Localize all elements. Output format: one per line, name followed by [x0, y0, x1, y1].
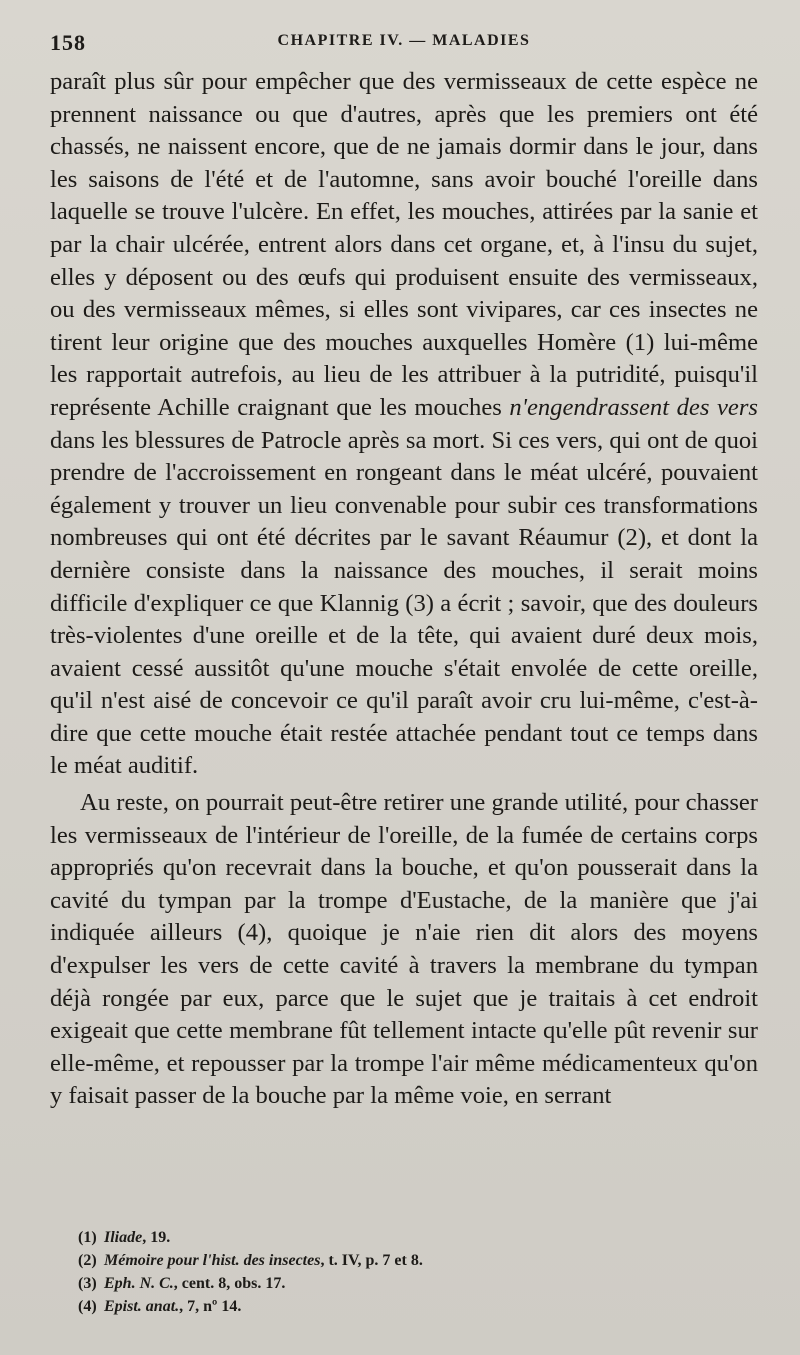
paragraph-2 — [50, 787, 758, 1113]
footnote — [78, 1249, 423, 1272]
footnote-ref: , 7, nº 14. — [179, 1298, 242, 1315]
footnote — [78, 1272, 423, 1295]
text-run: Au reste, on pourrait peut-être retirer une grande utilité, pour chasser les vermisseaux de l'intérieur de l'oreille, de la fumée de certains corps appropriés qu'on recevrait dans la bouche, et qu'on pousserait dans la cavité du tympan par la trompe d'Eustache, de la manière que j'ai indiquée ailleurs (4), quoique je n'aie rien dit alors des moyens d'expulser les vers de cette cavité à travers la membrane du tympan déjà rongée par eux, parce que le sujet que je traitais à cet endroit exigeait que cette membrane fût tellement intacte qu'elle pût revenir sur elle-même, et repousser par la trompe l'air même médicamenteux qu'on y faisait passer de la bouche par la même voie, en serrant — [50, 789, 758, 1110]
footnote-title: Epist. anat. — [104, 1298, 180, 1315]
text-run: paraît plus sûr pour empêcher que des vermisseaux de cette espèce ne prennent naissance ou que d'autres, après que les premiers ont été chassés, ne naissent encore, que de ne jamais dormir dans le jour, dans les saisons de l'été et de l'automne, sans avoir bouché l'oreille dans laquelle se trouve l'ulcère. En effet, les mouches, attirées par la sanie et par la chair ulcérée, entrent alors dans cet organe, et, à l'insu du sujet, elles y déposent ou des œufs qui produisent ensuite des vermisseaux, ou des vermisseaux mêmes, si elles sont vivipares, car ces insectes ne tirent leur origine que des mouches auxquelles Homère (1) lui-même les rapportait autrefois, au lieu de les attribuer à la putridité, puisqu'il représente Achille craignant que les mouches — [50, 68, 758, 421]
running-head: CHAPITRE IV. — MALADIES — [277, 32, 531, 49]
footnote-ref: , t. IV, p. 7 et 8. — [320, 1252, 423, 1269]
footnote-number: (1) — [78, 1229, 97, 1246]
footnote — [78, 1295, 423, 1318]
footnote-number: (2) — [78, 1252, 97, 1269]
body-text — [50, 66, 758, 1113]
italic-run: n'engendrassent des vers — [509, 393, 758, 421]
page-number: 158 — [50, 30, 86, 55]
footnote-ref: , cent. 8, obs. 17. — [173, 1275, 286, 1292]
footnote — [78, 1226, 423, 1249]
page-header — [50, 26, 758, 66]
footnote-title: Mémoire pour l'hist. des insectes — [104, 1252, 321, 1269]
footnote-ref: , 19. — [142, 1229, 171, 1246]
footnote-title: Iliade — [104, 1229, 143, 1246]
footnote-number: (4) — [78, 1298, 97, 1315]
footnote-title: Eph. N. C. — [104, 1275, 174, 1292]
footnotes — [78, 1226, 423, 1318]
paragraph-1 — [50, 66, 758, 783]
footnote-number: (3) — [78, 1275, 97, 1292]
text-run: dans les blessures de Patrocle après sa mort. Si ces vers, qui ont de quoi prendre de l'accroissement en rongeant dans le méat ulcéré, pouvaient également y trouver un lieu convenable pour subir ces transformations nombreuses qui ont été décrites par le savant Réaumur (2), et dont la dernière consiste dans la naissance des mouches, il serait moins difficile d'expliquer ce que Klannig (3) a écrit ; savoir, que des douleurs très-violentes d'une oreille et de la tête, qui avaient duré deux mois, avaient cessé aussitôt qu'une mouche s'était envolée de cette oreille, qu'il n'est aisé de concevoir ce qu'il paraît avoir cru lui-même, c'est-à-dire que cette mouche était restée attachée pendant tout ce temps dans le méat auditif. — [50, 426, 758, 780]
